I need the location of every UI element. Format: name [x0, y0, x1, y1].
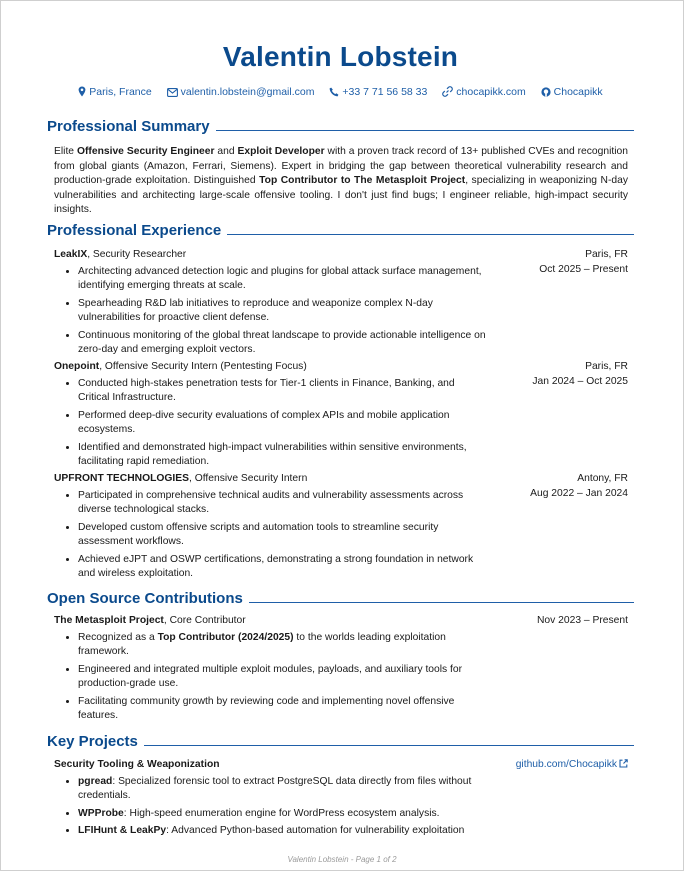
list-item: • Architecting advanced detection logic and plugins for global attack surface management, identifying emerging threats at scale.	[78, 265, 488, 294]
list-item: • pgread: Specialized forensic tool to extract PostgreSQL data directly from files without credentials.	[78, 775, 488, 804]
envelope-icon	[167, 88, 178, 97]
job-bullets	[54, 489, 488, 582]
contact-phone[interactable]: +33 7 71 56 58 33	[329, 86, 430, 98]
github-link[interactable]: github.com/Chocapikk	[516, 758, 628, 773]
list-item: • Performed deep-dive security evaluations of complex APIs and mobile application ecosystems.	[78, 409, 488, 438]
list-item: • LFIHunt & LeakPy: Advanced Python-based automation for vulnerability exploitation	[78, 824, 488, 839]
job-entry	[54, 248, 628, 361]
job-entry	[54, 472, 628, 585]
section-rule	[216, 130, 634, 131]
opensource-bullets	[54, 631, 488, 724]
job-bullets	[54, 265, 488, 358]
section-summary-title: Professional Summary	[47, 118, 634, 135]
list-item: • Achieved eJPT and OSWP certifications, demonstrating a strong foundation in network and wireless exploitation.	[78, 553, 488, 582]
job-header: LeakIX, Security Researcher Paris, FR Oct 2025 – Present	[54, 248, 628, 263]
list-item: • Participated in comprehensive technical audits and vulnerability assessments across diverse technological stacks.	[78, 489, 488, 518]
candidate-name: Valentin Lobstein	[222, 41, 459, 72]
list-item: • Recognized as a Top Contributor (2024/2025) to the worlds leading exploitation framework.	[78, 631, 488, 660]
section-rule	[227, 234, 634, 235]
job-dates: Oct 2025 – Present	[539, 263, 628, 275]
list-item: • Conducted high-stakes penetration tests for Tier-1 clients in Finance, Banking, and Critical Infrastructure.	[78, 377, 488, 406]
list-item: • Continuous monitoring of the global threat landscape to provide actionable intelligence on zero-day and emerging exploit vectors.	[78, 329, 488, 358]
job-bullets	[54, 377, 488, 470]
list-item: • Facilitating community growth by reviewing code and implementing novel offensive features.	[78, 695, 488, 724]
link-icon	[442, 86, 453, 97]
summary-text: Elite Offensive Security Engineer and Exploit Developer with a proven track record of 13+ published CVEs and recognition from global giants (Amazon, Ferrari, Siemens). Expert in bridging the gap between theoretical vulnerability research and production-grade exploitation. Distinguished Top Contributor to The Metasploit Project, specializing in weaponizing N-day vulnerabilities and architecting large-scale offensive tooling. I don't just find bugs; I engineer reliable, high-impact security insights.	[54, 146, 628, 215]
contact-email[interactable]: valentin.lobstein@gmail.com	[167, 86, 318, 98]
list-item: • Spearheading R&D lab initiatives to reproduce and weaponize complex N-day vulnerabilities for proactive client defense.	[78, 297, 488, 326]
job-location: Paris, FR	[585, 249, 628, 260]
opensource-header: The Metasploit Project, Core Contributor Nov 2023 – Present	[54, 614, 628, 629]
section-projects-title: Key Projects	[47, 733, 634, 750]
job-dates: Jan 2024 – Oct 2025	[532, 375, 628, 387]
external-link-icon	[619, 759, 628, 768]
job-header: UPFRONT TECHNOLOGIES, Offensive Security Intern Antony, FR Aug 2022 – Jan 2024	[54, 472, 628, 487]
list-item: • Identified and demonstrated high-impact vulnerabilities within sensitive environments, facilitating rapid remediation.	[78, 441, 488, 470]
projects-entry	[54, 758, 628, 842]
contact-bar	[47, 86, 634, 98]
list-item: • WPProbe: High-speed enumeration engine for WordPress ecosystem analysis.	[78, 807, 488, 822]
job-entry	[54, 360, 628, 473]
contact-github[interactable]: Chocapikk	[541, 86, 603, 98]
page-footer: Valentin Lobstein - Page 1 of 2	[287, 855, 397, 864]
projects-list	[54, 775, 488, 839]
list-item: • Developed custom offensive scripts and automation tools to streamline security assessment workflows.	[78, 521, 488, 550]
map-pin-icon	[78, 86, 86, 97]
contact-website[interactable]: chocapikk.com	[442, 86, 528, 98]
opensource-dates: Nov 2023 – Present	[536, 615, 628, 626]
opensource-entry	[54, 614, 628, 727]
phone-icon	[329, 87, 339, 97]
github-icon	[541, 87, 551, 97]
section-rule	[249, 602, 634, 603]
projects-header: Security Tooling & Weaponization github.com/Chocapikk	[54, 758, 628, 773]
job-header: Onepoint, Offensive Security Intern (Pentesting Focus) Paris, FR Jan 2024 – Oct 2025	[54, 360, 628, 375]
job-location: Paris, FR	[585, 361, 628, 372]
section-experience-title: Professional Experience	[47, 222, 634, 239]
section-opensource-title: Open Source Contributions	[47, 590, 634, 607]
list-item: • Engineered and integrated multiple exploit modules, payloads, and auxiliary tools for production-grade use.	[78, 663, 488, 692]
contact-location: Paris, France	[78, 86, 154, 98]
section-rule	[144, 745, 634, 746]
job-location: Antony, FR	[577, 473, 628, 484]
job-dates: Aug 2022 – Jan 2024	[530, 487, 628, 499]
